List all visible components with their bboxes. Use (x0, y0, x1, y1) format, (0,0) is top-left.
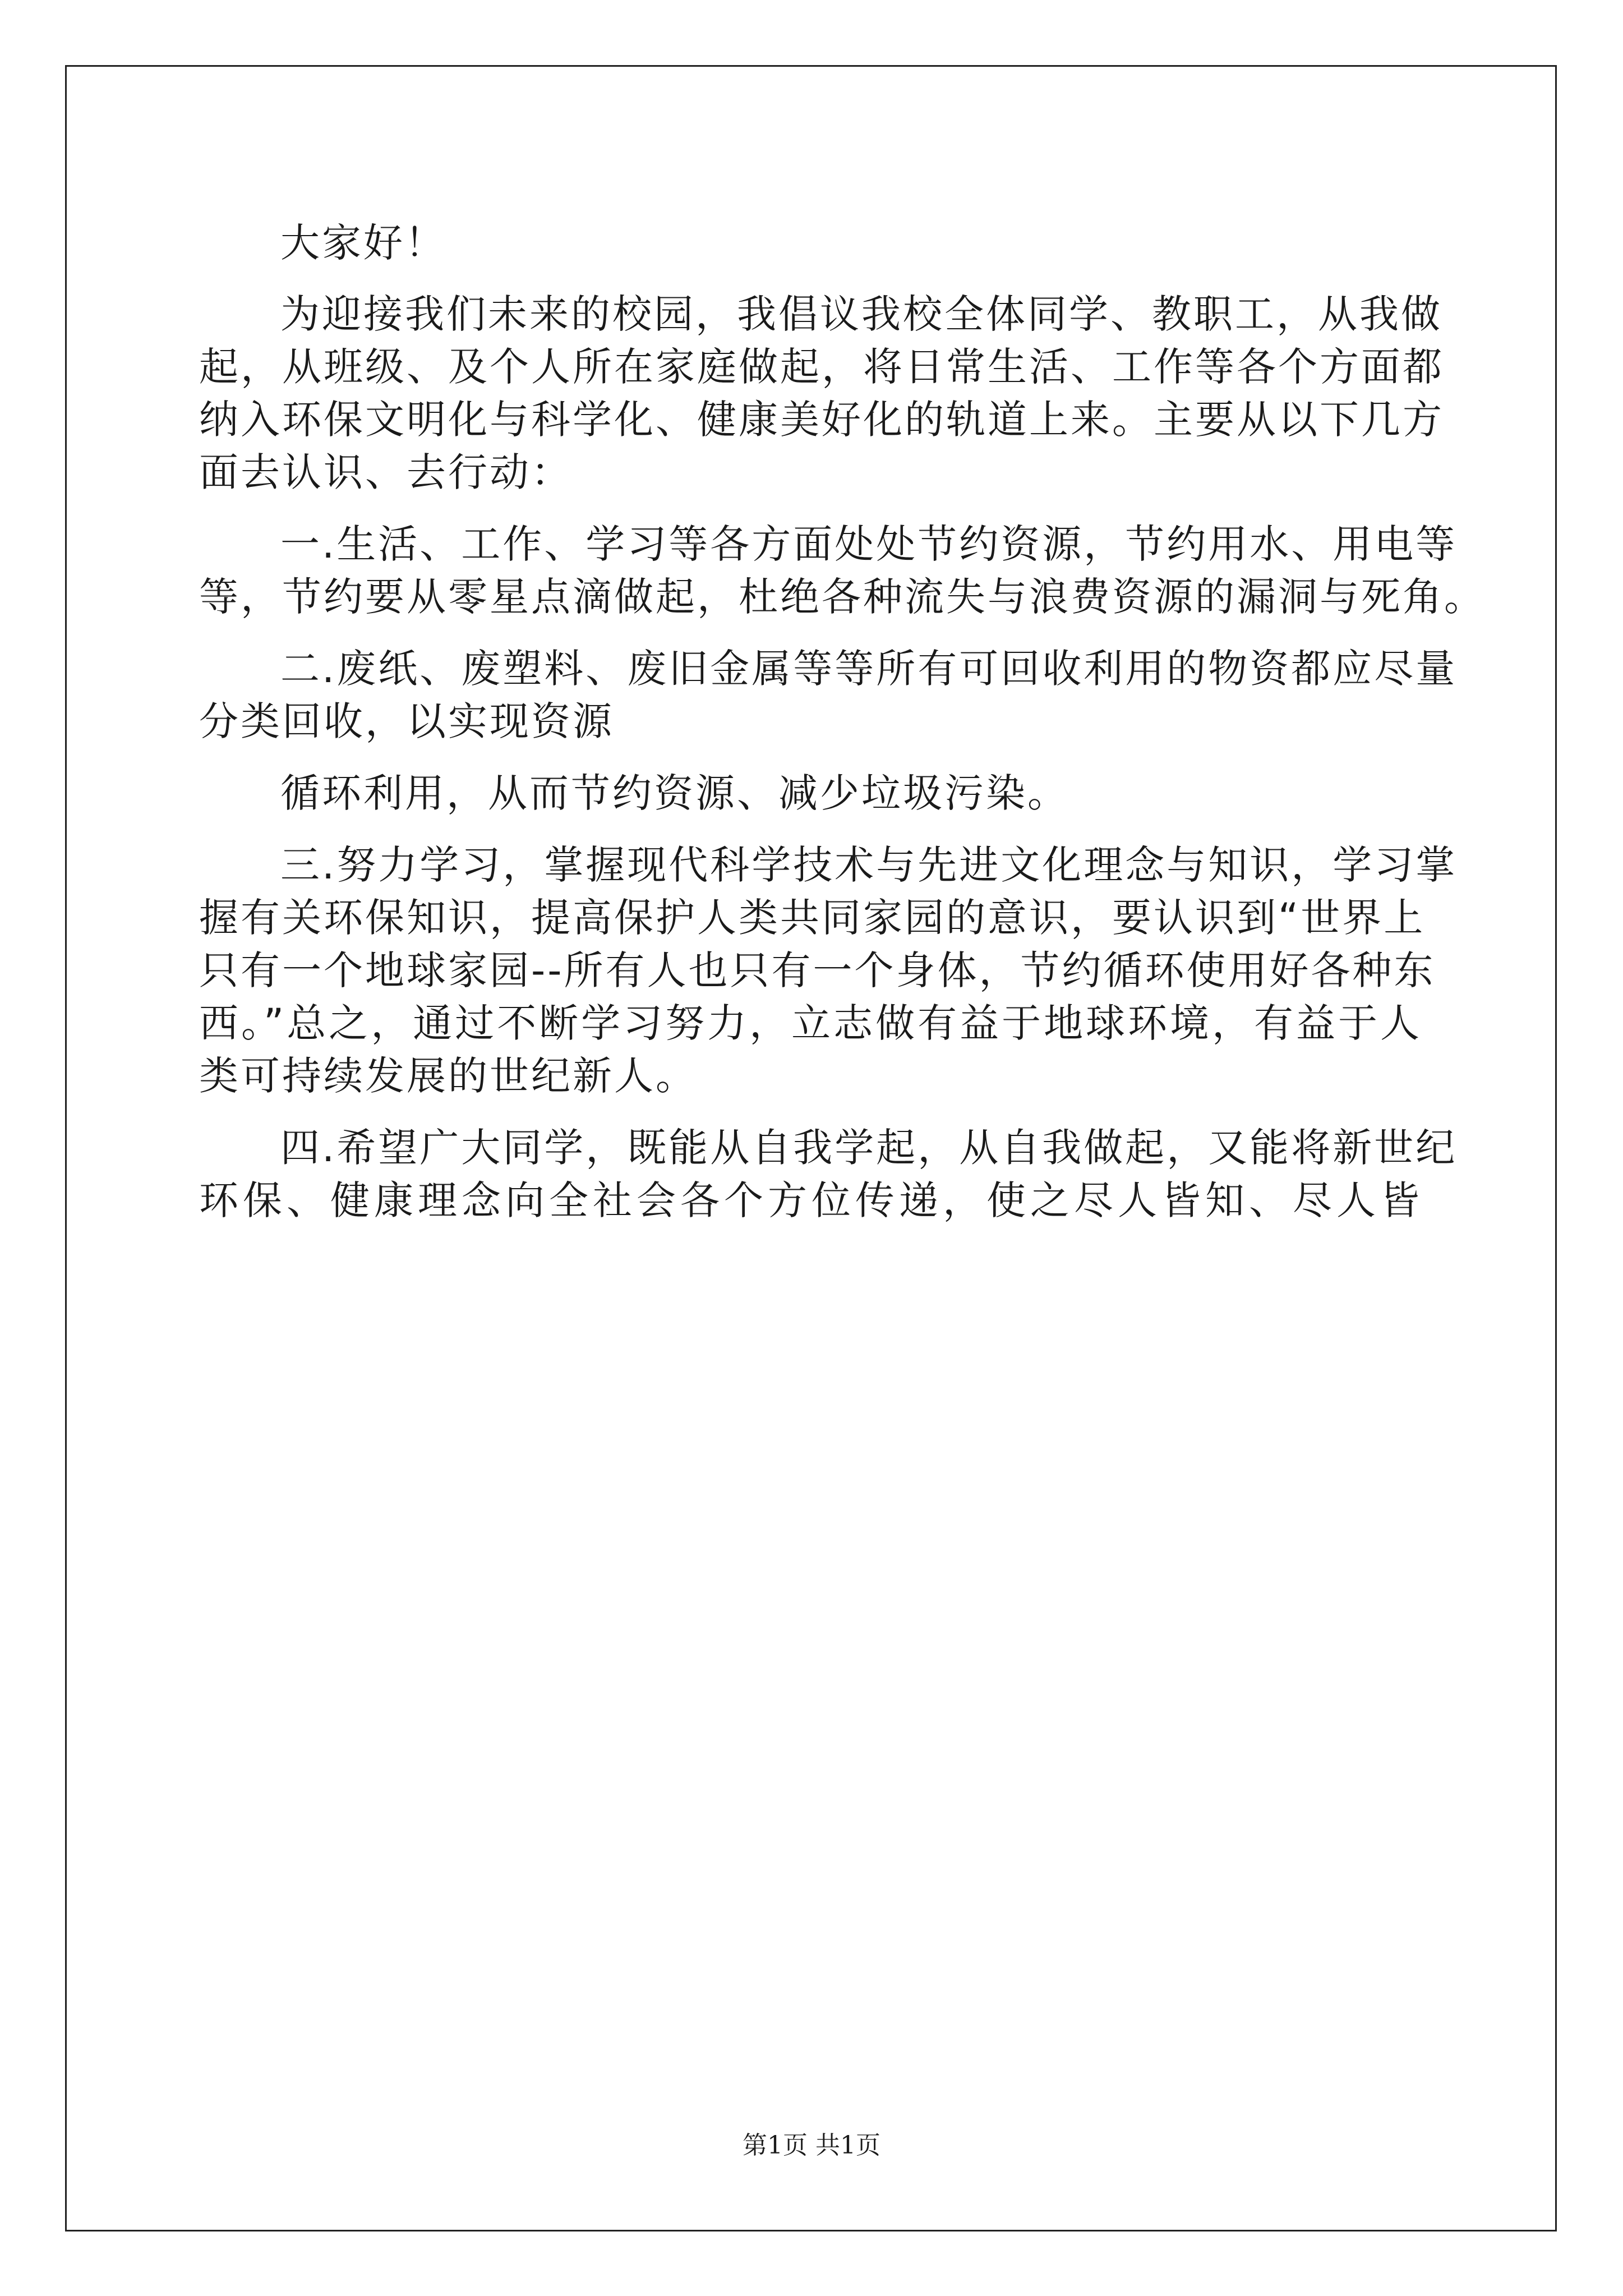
paragraph-line: 为迎接我们未来的校园，我倡议我校全体同学、教职工，从我做 (280, 291, 1442, 337)
paragraph-line: 二.废纸、废塑料、废旧金属等等所有可回收利用的物资都应尽量 (280, 646, 1458, 692)
paragraph-line: 环保、健康理念向全社会各个方位传递，使之尽人皆知、尽人皆 (199, 1177, 1422, 1223)
paragraph-line: 握有关环保知识，提高保护人类共同家园的意识，要认识到“世界上 (199, 895, 1426, 941)
page-footer: 第1页 共1页 (743, 2131, 880, 2160)
paragraph-line: 四.希望广大同学，既能从自我学起，从自我做起，又能将新世纪 (280, 1125, 1458, 1171)
paragraph-line: 分类回收，以实现资源 (199, 698, 614, 744)
greeting-line: 大家好！ (280, 220, 446, 266)
paragraph-line: 起，从班级、及个人所在家庭做起，将日常生活、工作等各个方面都 (199, 344, 1444, 390)
paragraph-line: 西。”总之，通过不断学习努力，立志做有益于地球环境，有益于人 (199, 1000, 1422, 1046)
paragraph-line: 面去认识、去行动： (199, 449, 573, 495)
paragraph-line: 只有一个地球家园--所有人也只有一个身体，节约循环使用好各种东 (199, 947, 1436, 993)
paragraph-line: 一.生活、工作、学习等各方面处处节约资源，节约用水、用电等 (280, 521, 1458, 567)
paragraph-line: 循环利用，从而节约资源、减少垃圾污染。 (280, 770, 1069, 816)
paragraph-line: 三.努力学习，掌握现代科学技术与先进文化理念与知识，学习掌 (280, 842, 1458, 888)
paragraph-line: 类可持续发展的世纪新人。 (199, 1053, 697, 1099)
paragraph-line: 等，节约要从零星点滴做起，杜绝各种流失与浪费资源的漏洞与死角。 (199, 574, 1486, 620)
paragraph-line: 纳入环保文明化与科学化、健康美好化的轨道上来。主要从以下几方 (199, 397, 1444, 443)
